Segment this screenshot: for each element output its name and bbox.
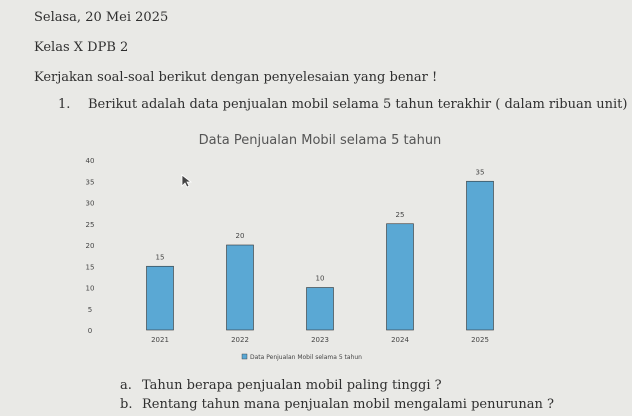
y-tick-label: 35 <box>85 178 95 187</box>
legend-swatch <box>242 354 247 359</box>
data-label: 20 <box>235 232 245 240</box>
x-tick-label: 2021 <box>151 336 169 344</box>
date-line: Selasa, 20 Mei 2025 <box>34 10 169 25</box>
y-tick-label: 25 <box>85 220 95 229</box>
y-tick-label: 5 <box>87 305 93 314</box>
x-tick-label: 2023 <box>311 336 329 344</box>
bar <box>147 266 174 330</box>
bar <box>387 224 414 330</box>
chart-plot <box>85 130 540 370</box>
data-label: 25 <box>395 210 405 219</box>
data-label: 15 <box>155 253 165 262</box>
bar <box>227 245 254 330</box>
question-text: Berikut adalah data penjualan mobil selama 5 tahun terakhir ( dalam ribuan unit) <box>88 97 628 112</box>
chart-title: Data Penjualan Mobil selama 5 tahun <box>198 133 442 148</box>
x-tick-label: 2024 <box>391 336 409 344</box>
y-tick-label: 0 <box>87 327 93 335</box>
y-tick-label: 10 <box>85 284 95 293</box>
pointer-cursor-icon <box>180 174 194 188</box>
subquestion-letter: a. <box>120 378 132 393</box>
x-tick-label: 2025 <box>471 336 489 344</box>
x-tick-label: 2022 <box>231 336 249 344</box>
question-number: 1. <box>58 97 71 112</box>
subquestion-letter: b. <box>120 397 133 412</box>
bar <box>467 181 494 330</box>
sales-chart <box>85 130 540 370</box>
subquestion-a <box>120 378 442 393</box>
instruction-line: Kerjakan soal-soal berikut dengan penyelesaian yang benar ! <box>34 70 438 85</box>
question-1 <box>58 97 627 112</box>
subquestion-text: Tahun berapa penjualan mobil paling tinggi ? <box>142 378 442 393</box>
y-tick-label: 30 <box>85 199 95 208</box>
legend <box>242 354 362 361</box>
legend-label: Data Penjualan Mobil selama 5 tahun <box>250 354 362 361</box>
subquestion-b <box>120 397 554 412</box>
bar <box>307 288 334 331</box>
y-tick-label: 40 <box>85 157 95 165</box>
data-label: 10 <box>315 274 325 283</box>
y-tick-label: 15 <box>85 263 95 272</box>
data-label: 35 <box>475 168 485 177</box>
y-tick-label: 20 <box>85 242 95 250</box>
class-line: Kelas X DPB 2 <box>34 40 129 55</box>
subquestion-text: Rentang tahun mana penjualan mobil mengalami penurunan ? <box>142 397 555 412</box>
